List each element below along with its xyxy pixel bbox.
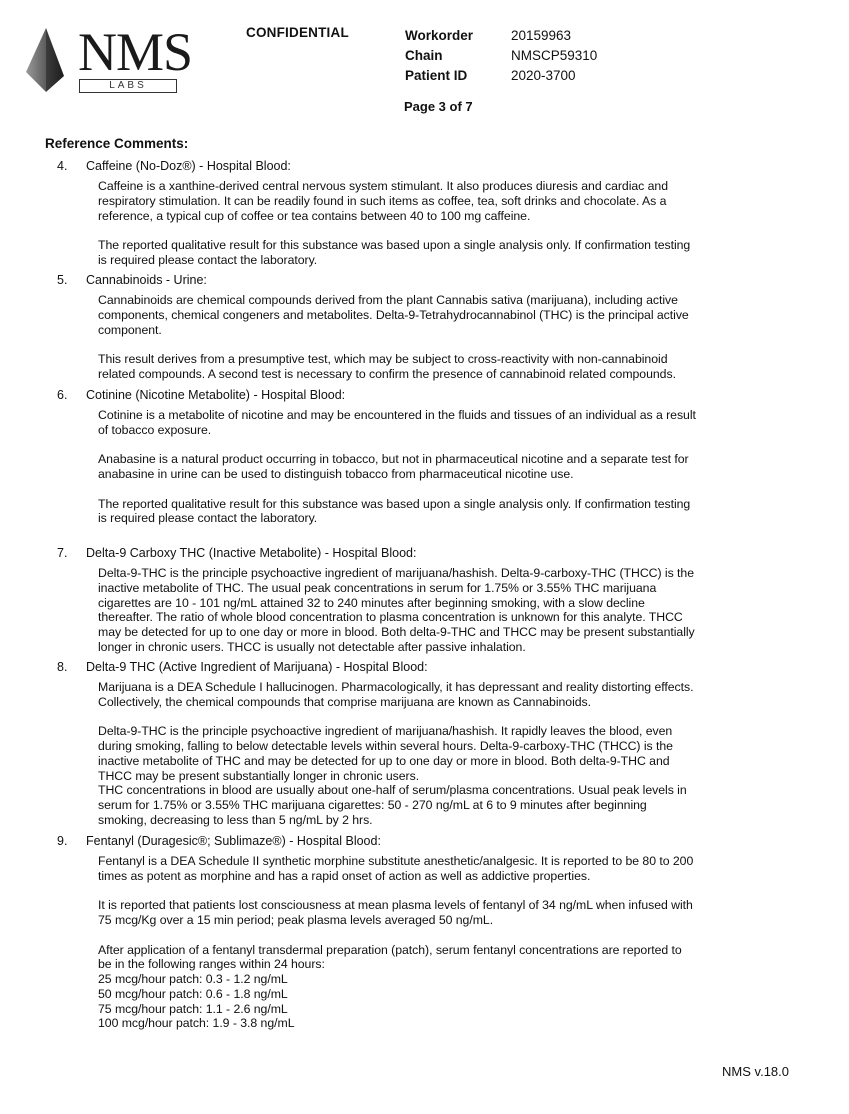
meta-value: NMSCP59310 — [511, 47, 598, 63]
entry-heading — [57, 388, 747, 403]
version-footer: NMS v.18.0 — [722, 1064, 789, 1079]
entry-paragraph: After application of a fentanyl transdermal preparation (patch), serum fentanyl concentrations are reported to be in the following ranges within 24 hours: 25 mcg/hour patch: 0.3 - 1.2 ng/mL 50 mcg/hour patch: 0.6 - 1.8 ng/mL 75 mcg/hour patch: 1.1 - 2.6 ng/mL 100 mcg/hour patch: 1.9 - 3.8 ng/mL — [98, 942, 682, 1031]
entry-title: Cannabinoids - Urine: — [86, 273, 207, 287]
entry-heading — [57, 834, 747, 849]
entry-paragraph: The reported qualitative result for this substance was based upon a single analysis only. If confirmation testing is required please contact the laboratory. — [98, 238, 691, 267]
entry-title: Cotinine (Nicotine Metabolite) - Hospital Blood: — [86, 388, 346, 402]
entry-title: Fentanyl (Duragesic®; Sublimaze®) - Hospital Blood: — [86, 834, 381, 848]
entry-paragraph: Fentanyl is a DEA Schedule II synthetic morphine substitute anesthetic/analgesic. It is reported to be 80 to 200 times as potent as morphine and has a rapid onset of action as well as addictive properties. — [98, 854, 694, 883]
entry-number: 8. — [57, 660, 68, 674]
entry-heading — [57, 273, 747, 288]
entry-number: 6. — [57, 388, 68, 402]
entry-paragraph: Anabasine is a natural product occurring in tobacco, but not in pharmaceutical nicotine and a separate test for anabasine in urine can be used to distinguish tobacco from pharmaceutical nicotine use. — [98, 452, 689, 481]
entry-heading — [57, 660, 747, 675]
reference-entry-cotinine — [57, 388, 747, 526]
page-number: Page 3 of 7 — [404, 99, 473, 114]
entry-heading — [57, 546, 747, 561]
reference-entry-caffeine — [57, 159, 747, 268]
meta-row-patient-id — [405, 65, 597, 85]
entry-number: 4. — [57, 159, 68, 173]
entry-number: 9. — [57, 834, 68, 848]
entry-paragraph: Cannabinoids are chemical compounds derived from the plant Cannabis sativa (marijuana), including active components, chemical congeners and metabolites. Delta-9-Tetrahydrocannabinol (THC) is the principal active component. — [98, 293, 689, 337]
meta-row-workorder — [405, 25, 597, 45]
reference-entry-carboxy-thc — [57, 546, 747, 655]
entry-paragraph: Caffeine is a xanthine-derived central nervous system stimulant. It also produces diuresis and cardiac and respiratory stimulation. It can be readily found in such items as coffee, tea, soft drinks and chocolate. As a reference, a typical cup of coffee or tea contains between 40 to 100 mg caffeine. — [98, 179, 668, 223]
entry-title: Delta-9 Carboxy THC (Inactive Metabolite) - Hospital Blood: — [86, 546, 417, 560]
entry-paragraph: It is reported that patients lost consciousness at mean plasma levels of fentanyl of 34 ng/mL when infused with 75 mcg/Kg over a 15 min period; peak plasma levels averaged 50 ng/mL. — [98, 898, 693, 927]
meta-label: Chain — [405, 47, 443, 63]
reference-entry-delta9-thc — [57, 660, 747, 828]
reference-entry-cannabinoids — [57, 273, 747, 382]
entry-heading — [57, 159, 747, 174]
meta-label: Workorder — [405, 27, 474, 43]
entry-paragraph: Cotinine is a metabolite of nicotine and may be encountered in the fluids and tissues of an individual as a result of tobacco exposure. — [98, 408, 696, 437]
pyramid-logo-icon — [24, 26, 80, 96]
meta-value: 20159963 — [511, 27, 572, 43]
entry-paragraph: Marijuana is a DEA Schedule I hallucinogen. Pharmacologically, it has depressant and reality distorting effects. Collectively, the chemical compounds that comprise marijuana are known as Cannabinoids. — [98, 680, 694, 709]
nms-labs-logo — [24, 22, 193, 98]
entry-title: Caffeine (No-Doz®) - Hospital Blood: — [86, 159, 291, 173]
entry-paragraph: This result derives from a presumptive test, which may be subject to cross-reactivity with non-cannabinoid related compounds. A second test is necessary to confirm the presence of cannabinoid related compounds. — [98, 352, 676, 381]
entry-title: Delta-9 THC (Active Ingredient of Marijuana) - Hospital Blood: — [86, 660, 428, 674]
reference-entry-fentanyl — [57, 834, 747, 1031]
meta-label: Patient ID — [405, 67, 468, 83]
entry-paragraph: THC concentrations in blood are usually about one-half of serum/plasma concentrations. Usual peak levels in serum for 1.75% or 3.55% THC marijuana cigarettes: 50 - 270 ng/mL at 6 to 9 minutes after beginning smoking, decreasing to less than 5 ng/mL by 2 hrs. — [98, 783, 687, 827]
meta-value: 2020-3700 — [511, 67, 576, 83]
entry-number: 7. — [57, 546, 68, 560]
meta-row-chain — [405, 45, 597, 65]
entry-paragraph: The reported qualitative result for this substance was based upon a single analysis only. If confirmation testing is required please contact the laboratory. — [98, 496, 691, 526]
entry-paragraph: Delta-9-THC is the principle psychoactive ingredient of marijuana/hashish. It rapidly leaves the blood, even during smoking, falling to below detectable levels within several hours. Delta-9-carboxy-THC (THCC) is the inactive metabolite of THC and may be detected for up to one day or more in blood. Both delta-9-THC and THCC may be present substantially longer in chronic users. — [98, 724, 673, 783]
confidential-label: CONFIDENTIAL — [246, 25, 349, 40]
entry-number: 5. — [57, 273, 68, 287]
logo-labs-box: LABS — [79, 79, 177, 93]
logo-wordmark: NMS — [78, 22, 193, 82]
entry-paragraph: Delta-9-THC is the principle psychoactive ingredient of marijuana/hashish. Delta-9-carboxy-THC (THCC) is the inactive metabolite of THC. The usual peak concentrations in serum for 1.75% or 3.55% THC marijuana cigarettes are 10 - 101 ng/mL attained 32 to 240 minutes after beginning smoking, with a slow decline thereafter. The ratio of whole blood concentration to plasma concentration is unknown for this analyte. THCC may be detected for up to one day or more in blood. Both delta-9-THC and THCC may be present substantially longer in chronic users. THCC is usually not detectable after passive inhalation. — [98, 566, 695, 654]
report-meta — [405, 25, 597, 85]
section-title: Reference Comments: — [45, 136, 189, 151]
